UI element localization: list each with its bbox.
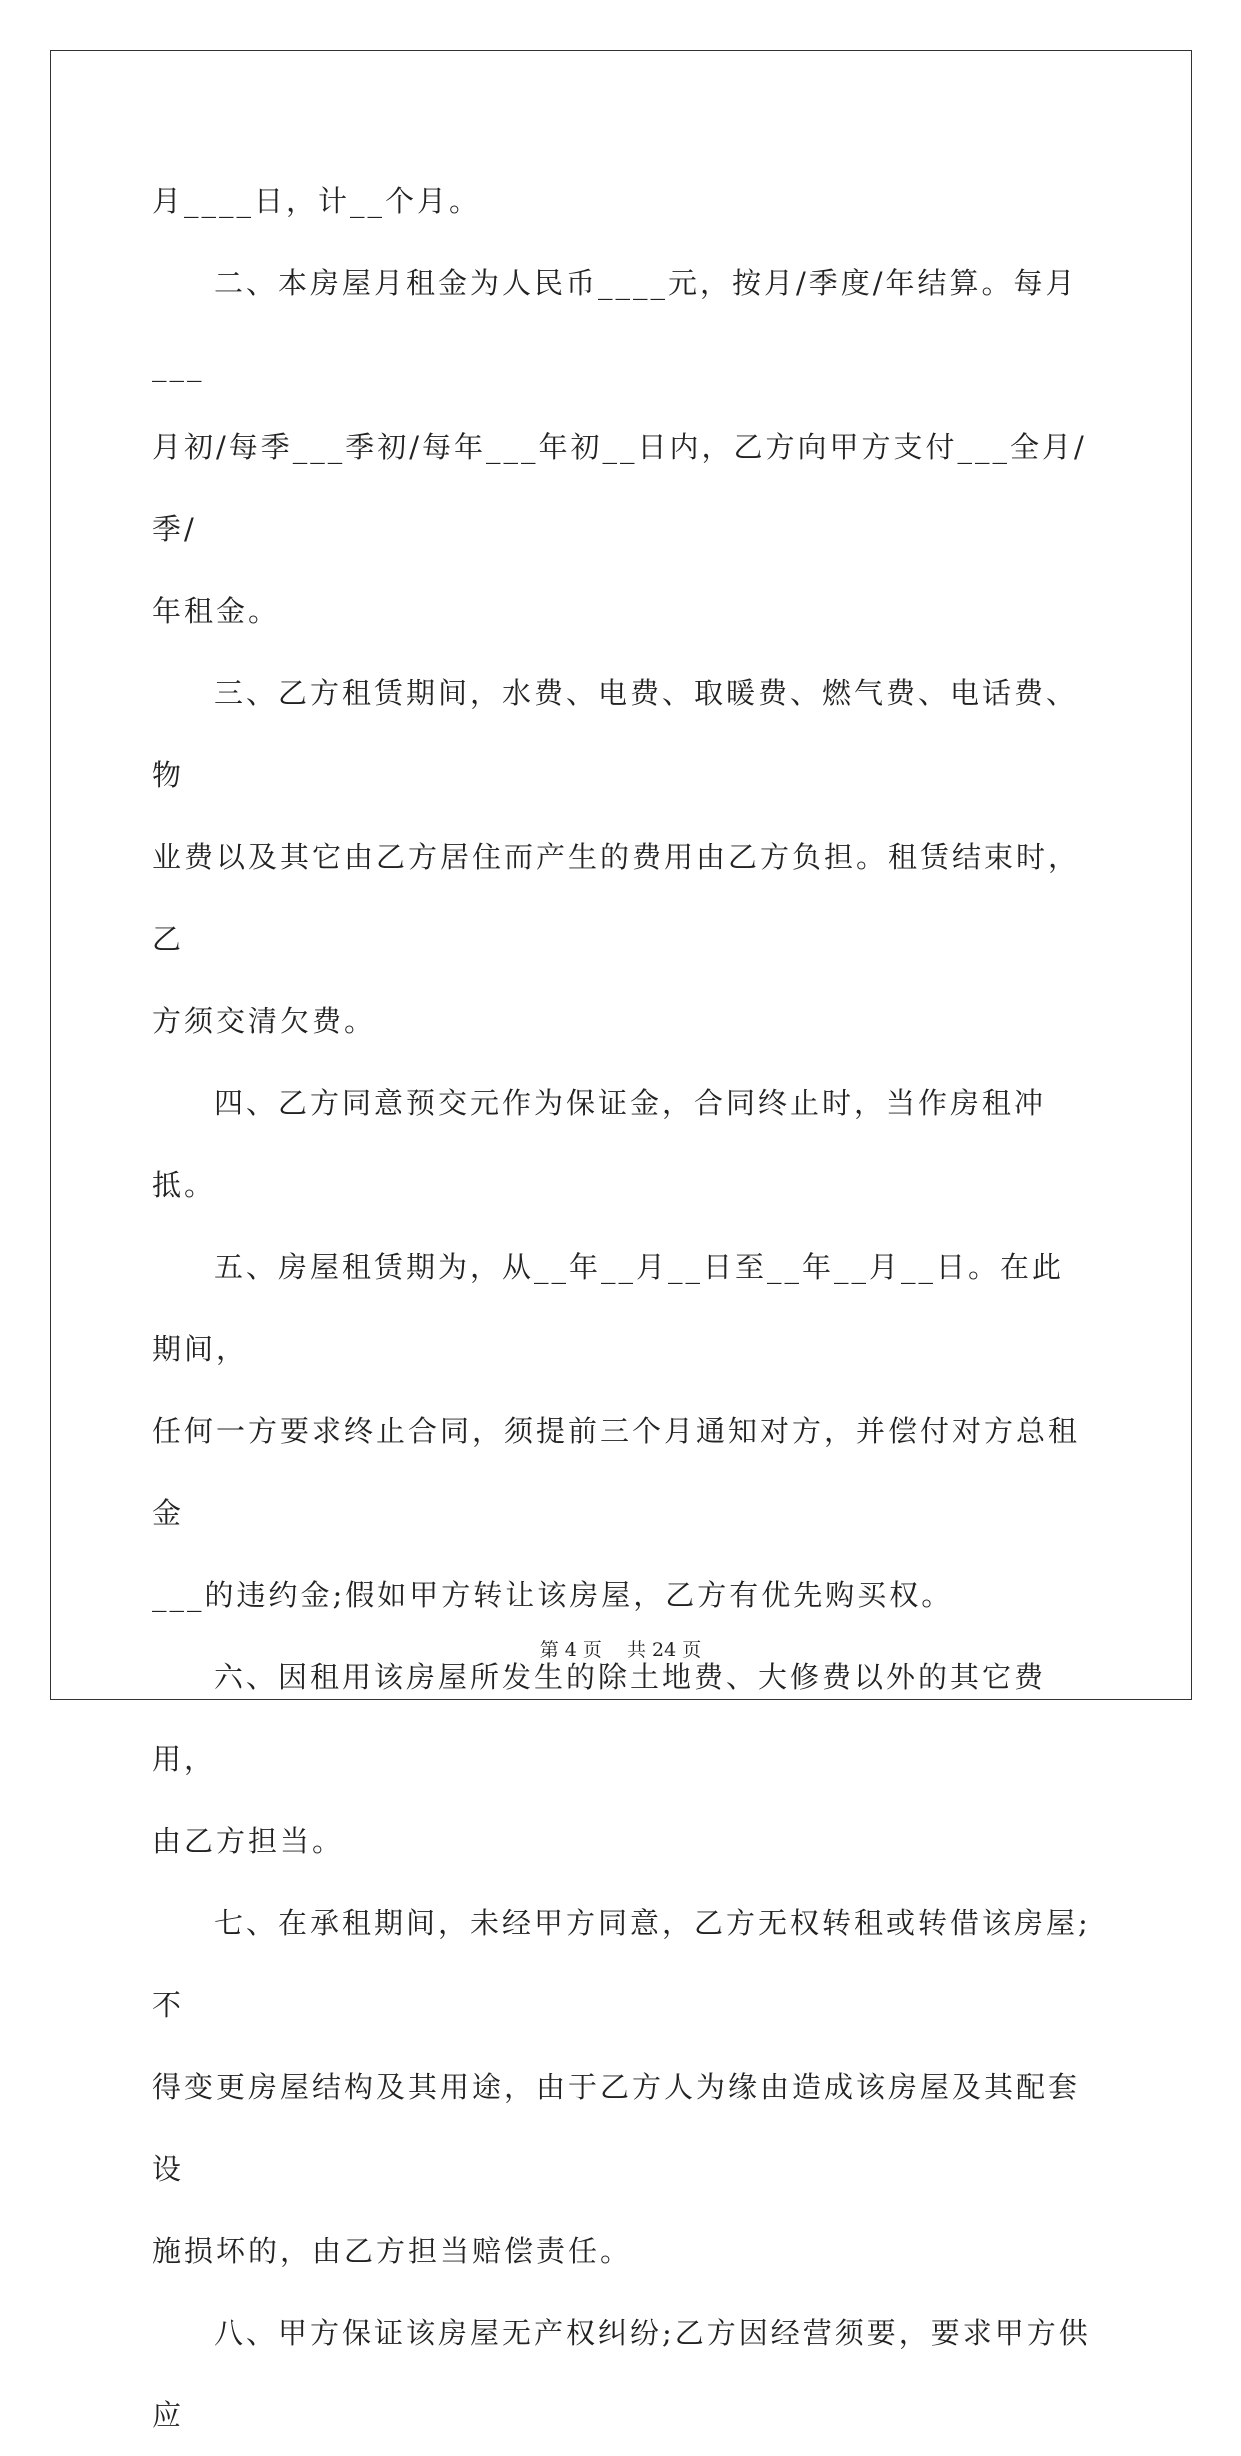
text-line: 由乙方担当。 — [152, 1824, 345, 1858]
text-line: ___的违约金;假如甲方转让该房屋，乙方有优先购买权。 — [152, 1578, 954, 1612]
text-line: 年租金。 — [152, 594, 281, 628]
page-number-footer: 第 4 页 共 24 页 — [539, 1639, 702, 1661]
text-line: 八、甲方保证该房屋无产权纠纷;乙方因经营须要，要求甲方供应 — [152, 2316, 1091, 2432]
text-line: 二、本房屋月租金为人民币____元，按月/季度/年结算。每月___ — [152, 266, 1078, 382]
text-line: 七、在承租期间，未经甲方同意，乙方无权转租或转借该房屋;不 — [152, 1906, 1091, 2022]
text-line: 任何一方要求终止合同，须提前三个月通知对方，并偿付对方总租金 — [152, 1414, 1081, 1530]
text-line: 六、因租用该房屋所发生的除土地费、大修费以外的其它费用， — [152, 1660, 1047, 1776]
document-body — [152, 160, 1092, 2456]
text-line: 得变更房屋结构及其用途，由于乙方人为缘由造成该房屋及其配套设 — [152, 2070, 1081, 2186]
text-line: 施损坏的，由乙方担当赔偿责任。 — [152, 2234, 633, 2268]
text-line: 五、房屋租赁期为，从__年__月__日至__年__月__日。在此期间， — [152, 1250, 1065, 1366]
text-line: 月____日，计__个月。 — [152, 184, 482, 218]
text-line: 方须交清欠费。 — [152, 1004, 377, 1038]
text-line: 月初/每季___季初/每年___年初__日内，乙方向甲方支付___全月/季/ — [152, 430, 1087, 546]
text-line: 业费以及其它由乙方居住而产生的费用由乙方负担。租赁结束时，乙 — [152, 840, 1081, 956]
text-line: 四、乙方同意预交元作为保证金，合同终止时，当作房租冲抵。 — [152, 1086, 1047, 1202]
text-line: 三、乙方租赁期间，水费、电费、取暖费、燃气费、电话费、物 — [152, 676, 1079, 792]
